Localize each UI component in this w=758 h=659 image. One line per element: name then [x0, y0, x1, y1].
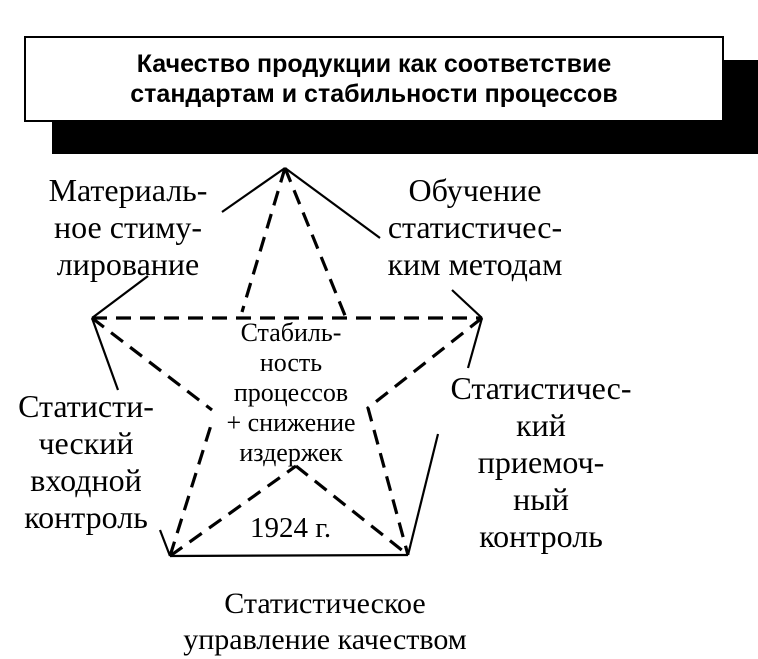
label-acceptance-control: Статистичес- кий приемоч- ный контроль — [450, 370, 632, 554]
title-line-1: Качество продукции как соответствие — [136, 50, 612, 78]
label-training: Обучение статистичес- ким методам — [387, 172, 563, 282]
edge-left-upper — [92, 318, 118, 390]
label-process-stability: Стабиль- ность процессов + снижение издержек — [226, 318, 356, 467]
title-line-2: стандартам и стабильности процессов — [130, 80, 618, 108]
edge-top-left-upper — [222, 168, 285, 212]
label-quality-control: Статистическое управление качеством — [183, 587, 467, 656]
edge-top-right-lower — [452, 290, 482, 318]
label-material-incentive: Материаль- ное стиму- лирование — [48, 172, 208, 282]
star-top-left-stub — [242, 168, 285, 312]
label-incoming-control: Статисти- ческий входной контроль — [18, 388, 154, 535]
edge-bottom — [170, 555, 408, 556]
label-year: 1924 г. — [250, 512, 332, 544]
edge-right-lower — [408, 434, 438, 555]
